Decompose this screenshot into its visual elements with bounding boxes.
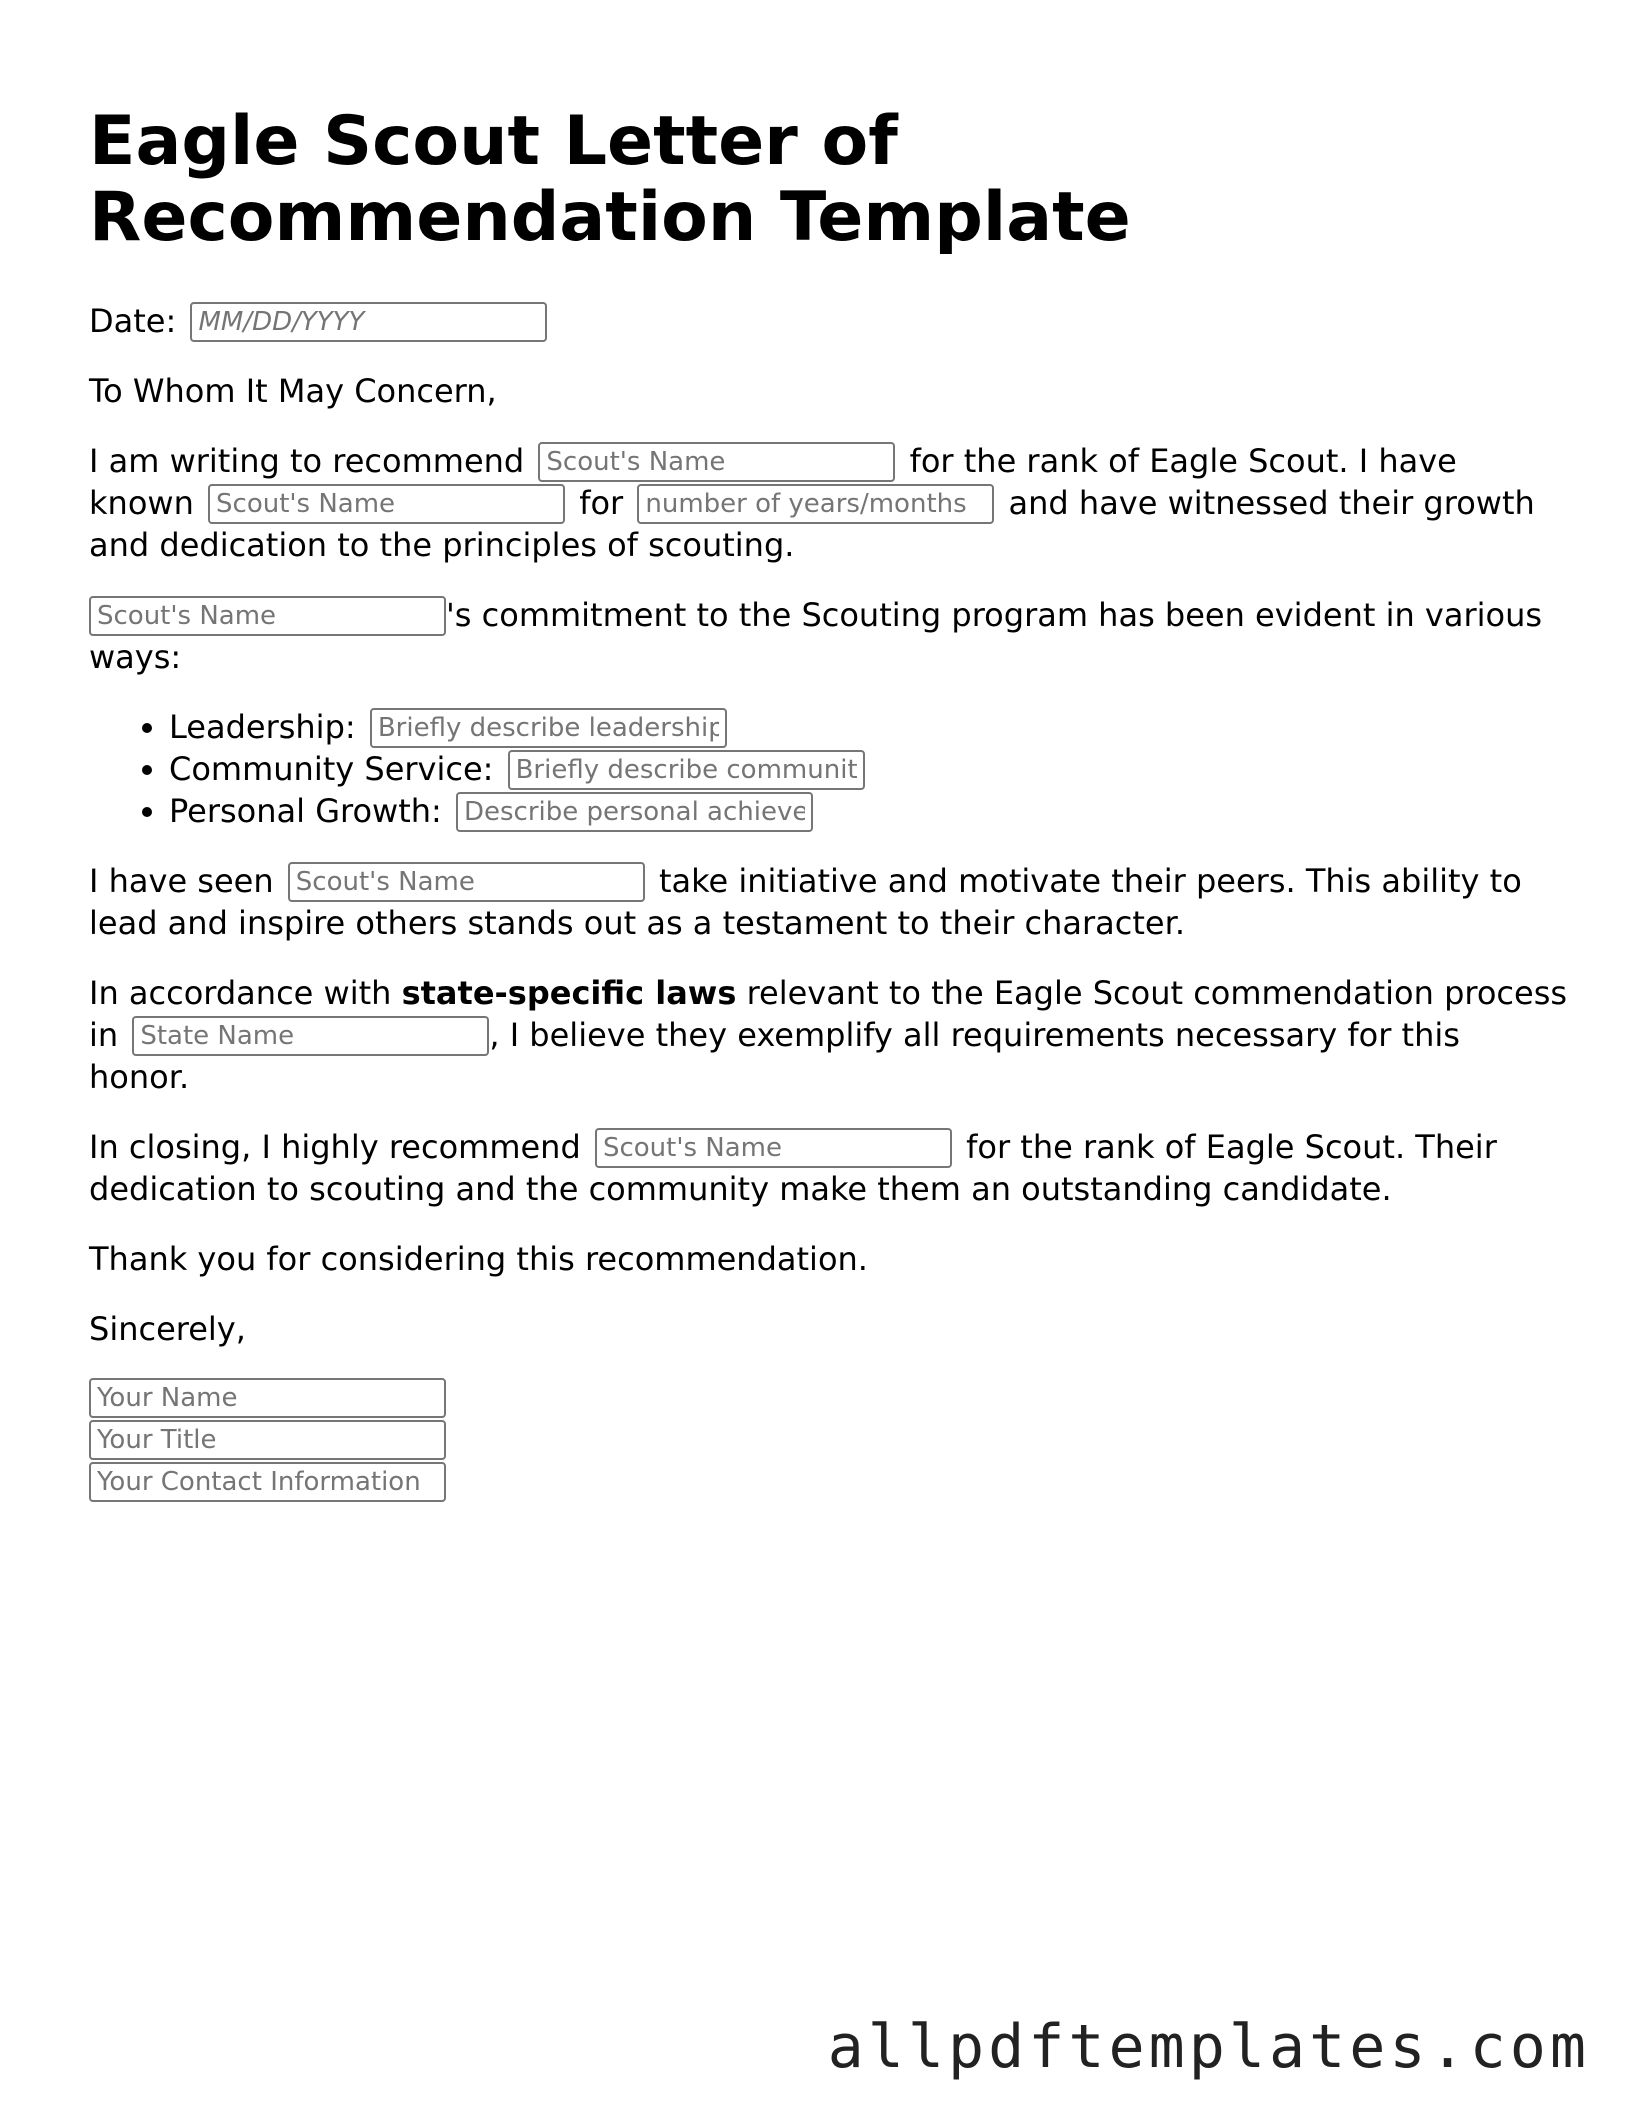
leadership-input[interactable] <box>370 708 727 748</box>
state-text-1: In accordance with <box>89 974 392 1012</box>
closing-text-2: for the rank of Eagle Scout. Their dedication to scouting and the community make them an outstanding candidate. <box>89 1128 1497 1208</box>
state-text-3: , I believe they exemplify all requirements necessary for this honor. <box>89 1016 1460 1096</box>
initiative-text-2: take initiative and motivate their peers. This ability to lead and inspire others stands out as a testament to their character. <box>89 862 1522 942</box>
list-item-personal-growth <box>169 790 1569 832</box>
intro-text-4: and have witnessed their growth and dedication to the principles of scouting. <box>89 484 1535 564</box>
commitment-paragraph <box>89 594 1569 678</box>
qualities-list <box>89 706 1569 832</box>
leadership-label: Leadership: <box>169 708 356 746</box>
date-line <box>89 300 1569 342</box>
commitment-text: 's commitment to the Scouting program has been evident in various ways: <box>89 596 1543 676</box>
years-known-input[interactable] <box>637 484 994 524</box>
your-title-input[interactable] <box>89 1420 446 1460</box>
date-label: Date: <box>89 302 177 340</box>
community-service-input[interactable] <box>508 750 865 790</box>
state-laws-bold: state-specific laws <box>401 974 737 1012</box>
state-name-input[interactable] <box>132 1016 489 1056</box>
scout-name-input-2[interactable] <box>208 484 565 524</box>
initiative-text-1: I have seen <box>89 862 274 900</box>
scout-name-input-5[interactable] <box>595 1128 952 1168</box>
signoff-line: Sincerely, <box>89 1310 246 1348</box>
intro-text-3: for <box>579 484 624 522</box>
scout-name-input-4[interactable] <box>288 862 645 902</box>
salutation: To Whom It May Concern, <box>89 372 497 410</box>
personal-growth-label: Personal Growth: <box>169 792 442 830</box>
state-paragraph <box>89 972 1569 1098</box>
signature-block <box>89 1378 1569 1502</box>
list-item-community-service <box>169 748 1569 790</box>
community-service-label: Community Service: <box>169 750 494 788</box>
intro-paragraph <box>89 440 1569 566</box>
your-contact-input[interactable] <box>89 1462 446 1502</box>
date-input[interactable] <box>190 302 547 342</box>
state-text-2: relevant to the Eagle Scout commendation process in <box>89 974 1568 1054</box>
closing-text-1: In closing, I highly recommend <box>89 1128 581 1166</box>
scout-name-input-1[interactable] <box>538 442 895 482</box>
thanks-line: Thank you for considering this recommendation. <box>89 1240 868 1278</box>
scout-name-input-3[interactable] <box>89 596 446 636</box>
intro-text-1: I am writing to recommend <box>89 442 525 480</box>
your-name-input[interactable] <box>89 1378 446 1418</box>
list-item-leadership <box>169 706 1569 748</box>
page-title: Eagle Scout Letter of Recommendation Template <box>89 102 1131 257</box>
personal-growth-input[interactable] <box>456 792 813 832</box>
intro-text-2: for the rank of Eagle Scout. I have known <box>89 442 1457 522</box>
initiative-paragraph <box>89 860 1569 944</box>
closing-paragraph <box>89 1126 1569 1210</box>
watermark: allpdftemplates.com <box>827 2012 1590 2082</box>
letter-page <box>89 104 1569 1504</box>
